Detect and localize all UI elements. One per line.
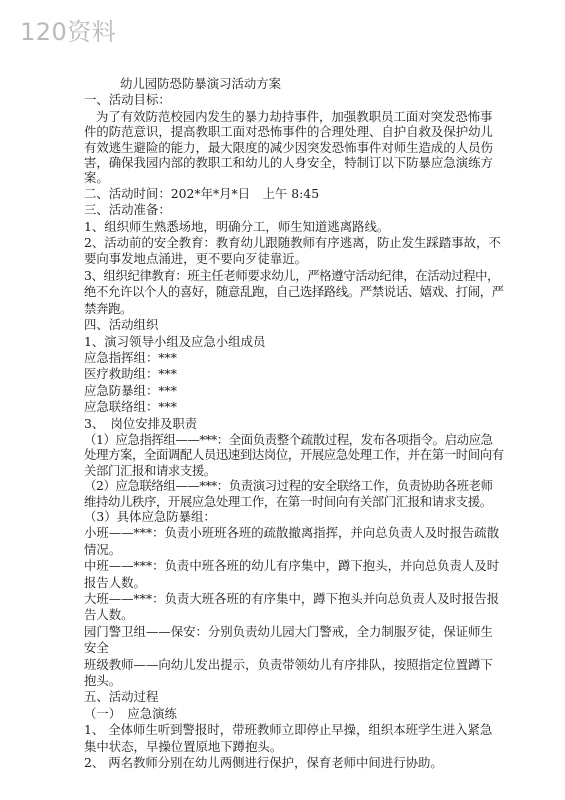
duty-paragraph: （3）具体应急防暴组： (84, 508, 216, 524)
duty-paragraph: （2）应急联络组——***：负责演习过程的安全联络工作，负责协助各班老师维持幼儿秩序，开展应急处理工作，在第一时间向有关部门汇报和请求支援。 (84, 478, 493, 509)
duty-paragraph: 班级教师——向幼儿发出提示，负责带领幼儿有序排队，按照指定位置蹲下抱头。 (84, 656, 493, 689)
group-member: 应急联络组：*** (84, 399, 177, 415)
paragraph: 为了有效防范校园内发生的暴力劫持事件，加强教职员工面对突发恐怖事件的防范意识，提高教职工面对恐怖事件的合理处理、自护自救及保护幼儿有效逃生避险的能力，最大限度的减少因突发恐怖事件对师生造成的人员伤害，确保我园内部的教职工和幼儿的人身安全，特制订以下防暴应急演练方案。 (84, 108, 493, 186)
duty-paragraph: 园门警卫组——保安：分别负责幼儿园大门警戒，全力制服歹徒，保证师生安全 (84, 623, 493, 656)
section-heading: 三、活动准备： (84, 202, 171, 218)
subheading: 1、演习领导小组及应急小组成员 (84, 333, 266, 349)
group-member: 应急指挥组：*** (84, 349, 177, 365)
group-member: 医疗救助组：*** (84, 366, 177, 382)
duty-paragraph: 小班——***：负责小班班各班的疏散撤离指挥，并向总负责人及时报告疏散情况。 (84, 525, 500, 557)
list-item: 2、 两名教师分别在幼儿两侧进行保护，保育老师中间进行协助。 (84, 755, 443, 771)
section-heading: 一、活动目标： (84, 92, 171, 108)
document-body (84, 76, 504, 771)
list-item: 3、组织纪律教育：班主任老师要求幼儿，严格遵守活动纪律，在活动过程中，绝不允许以个人的喜好，随意乱跑，自己选择路线。严禁说话、嬉戏、打闹，严禁奔跑。 (84, 267, 504, 316)
list-item: 1、 全体师生听到警报时，带班教师立即停止早操，组织本班学生进入紧急集中状态，早操位置原地下蹲抱头。 (84, 722, 493, 754)
document-title: 幼儿园防恐防暴演习活动方案 (120, 76, 282, 91)
watermark: 120资料 (20, 18, 117, 46)
duty-paragraph: 中班——***：负责中班各班的幼儿有序集中，蹲下抱头，并向总负责人及时报告人数。 (84, 558, 500, 590)
section-heading: 四、活动组织 (84, 317, 159, 333)
duty-paragraph: 大班——***：负责大班各班的有序集中，蹲下抱头并向总负责人及时报告报告人数。 (84, 591, 500, 623)
subheading: 3、 岗位安排及职责 (84, 415, 198, 431)
group-member: 应急防暴组：*** (84, 382, 177, 398)
subheading: （一） 应急演练 (84, 705, 177, 721)
duty-paragraph: （1）应急指挥组——***：全面负责整个疏散过程，发布各项指令。启动应急处理方案，全面调配人员迅速到达岗位，开展应急处理工作，并在第一时间向有关部门汇报和请求支援。 (84, 431, 504, 478)
section-heading: 二、活动时间：202*年*月*日 上午 8:45 (84, 185, 320, 201)
section-heading: 五、活动过程 (84, 689, 159, 705)
list-item: 1、组织师生熟悉场地，明确分工，师生知道逃离路线。 (84, 218, 390, 234)
list-item: 2、活动前的安全教育：教育幼儿跟随教师有序逃离，防止发生踩踏事故，不要向事发地点涌进，更不要向歹徒靠近。 (84, 235, 501, 267)
